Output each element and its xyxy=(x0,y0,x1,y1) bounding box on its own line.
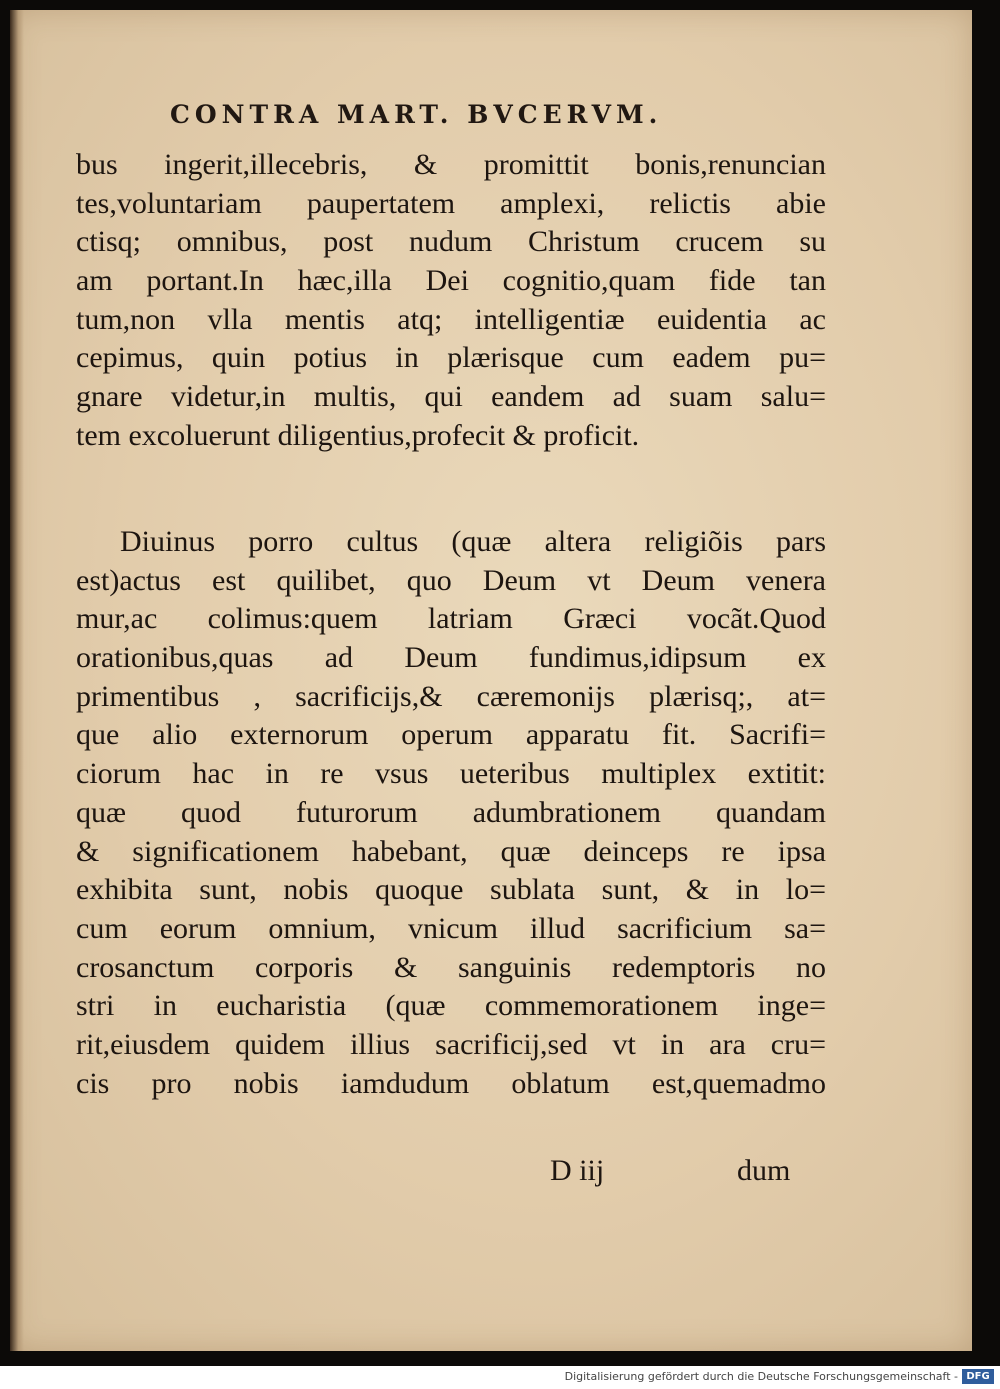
page-gutter-edge xyxy=(10,10,24,1351)
text-line: est)actus est quilibet, quo Deum vt Deum venera xyxy=(76,563,826,597)
footer-bar xyxy=(0,1366,1000,1389)
text-line: bus ingerit,illecebris, & promittit bonis,renuncian xyxy=(76,148,826,181)
text-line: tes,voluntariam paupertatem amplexi, relictis abie xyxy=(76,186,826,220)
text-line: Diuinus porro cultus (quæ altera religiõis pars xyxy=(120,525,826,558)
text-line: & significationem habebant, quæ deinceps re ipsa xyxy=(76,834,826,868)
paragraph-2 xyxy=(76,523,826,1103)
text-line: cum eorum omnium, vnicum illud sacrificium sa= xyxy=(76,911,826,945)
text-line: rit,eiusdem quidem illius sacrificij,sed vt in ara cru= xyxy=(76,1027,826,1061)
text-line: ctisq; omnibus, post nudum Christum crucem su xyxy=(76,225,826,259)
text-line: exhibita sunt, nobis quoque sublata sunt, & in lo= xyxy=(76,873,826,907)
running-head: CONTRA MART. BVCERVM. xyxy=(170,100,663,129)
text-line: orationibus,quas ad Deum fundimus,idipsum ex xyxy=(76,641,826,675)
text-line: crosanctum corporis & sanguinis redemptoris no xyxy=(76,950,826,984)
text-line: quæ quod futurorum adumbrationem quandam xyxy=(76,795,826,829)
signature-mark: D iij xyxy=(550,1154,605,1187)
text-line: tem excoluerunt diligentius,profecit & proficit. xyxy=(76,418,640,452)
text-line: gnare videtur,in multis, qui eandem ad suam salu= xyxy=(76,380,826,414)
text-line: mur,ac colimus:quem latriam Græci vocãt.Quod xyxy=(76,602,826,636)
text-line: am portant.In hæc,illa Dei cognitio,quam fide tan xyxy=(76,264,826,298)
text-line: cepimus, quin potius in plærisque cum eadem pu= xyxy=(76,341,826,375)
text-line: stri in eucharistia (quæ commemorationem inge= xyxy=(76,989,826,1023)
dfg-logo: DFG xyxy=(962,1369,994,1384)
text-line: que alio externorum operum apparatu fit. Sacrifi= xyxy=(76,718,826,752)
text-line: ciorum hac in re vsus ueteribus multiplex extitit: xyxy=(76,757,826,791)
text-line: primentibus , sacrificijs,& cæremonijs plærisq;, at= xyxy=(76,679,826,713)
funding-credit: Digitalisierung gefördert durch die Deutsche Forschungsgemeinschaft - xyxy=(564,1370,958,1383)
book-page xyxy=(10,10,972,1351)
text-line: cis pro nobis iamdudum oblatum est,quemadmo xyxy=(76,1066,826,1100)
catchword: dum xyxy=(737,1154,791,1187)
text-line: tum,non vlla mentis atq; intelligentiæ euidentia ac xyxy=(76,302,826,336)
paragraph-1 xyxy=(76,146,826,456)
